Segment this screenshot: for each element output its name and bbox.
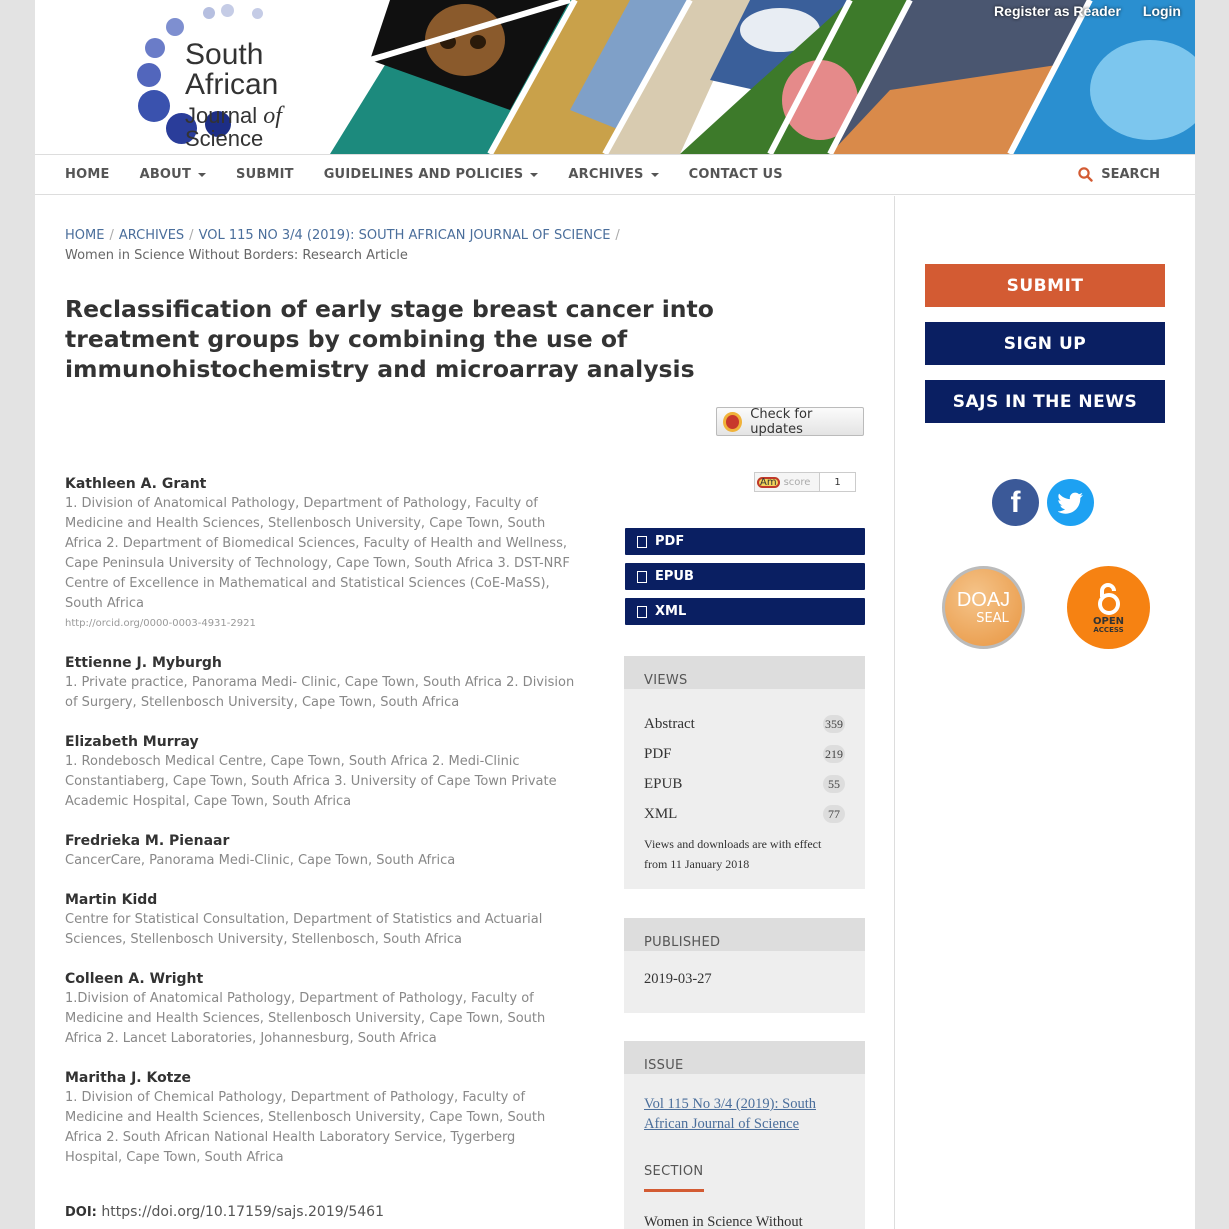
breadcrumb-separator: / xyxy=(189,228,194,243)
author-affiliation: Centre for Statistical Consultation, Department of Statistics and Actuarial Sciences, Stellenbosch University, Stellenbosch, South Africa xyxy=(65,912,543,947)
author-name: Colleen A. Wright xyxy=(65,971,204,987)
views-heading: VIEWS xyxy=(624,656,865,689)
altmetric-count: 1 xyxy=(820,472,856,492)
author-name: Fredrieka M. Pienaar xyxy=(65,833,230,849)
views-row xyxy=(624,709,865,739)
file-icon xyxy=(637,606,647,618)
twitter-icon[interactable] xyxy=(1047,479,1094,526)
login-link[interactable]: Login xyxy=(1142,3,1181,19)
sidebar-signup-button[interactable]: SIGN UP xyxy=(925,322,1165,365)
altmetric-am: Am xyxy=(757,477,780,488)
chevron-down-icon xyxy=(530,173,538,177)
logo-word-science: Science xyxy=(185,126,264,151)
altmetric-logo xyxy=(754,472,820,492)
views-row xyxy=(624,739,865,769)
crossmark-icon xyxy=(723,412,742,432)
doi-line xyxy=(65,1204,384,1220)
galley-links xyxy=(625,528,865,633)
breadcrumb-current: Women in Science Without Borders: Research Article xyxy=(65,248,408,263)
author-orcid-link[interactable]: http://orcid.org/0000-0003-4931-2921 xyxy=(65,618,256,629)
doi-link[interactable]: https://doi.org/10.17159/sajs.2019/5461 xyxy=(101,1204,384,1220)
author xyxy=(65,653,575,713)
nav-guidelines-label: GUIDELINES AND POLICIES xyxy=(323,167,524,182)
main-content xyxy=(35,196,895,1229)
site-header xyxy=(35,0,1195,154)
author xyxy=(65,732,575,812)
logo-wordmark xyxy=(185,40,345,150)
logo-word-journal: Journal xyxy=(185,103,264,128)
issue-heading: ISSUE xyxy=(624,1041,865,1074)
logo-dot xyxy=(137,63,161,87)
page-title: Reclassification of early stage breast cancer into treatment groups by combining the use of immunohistochemistry and microarray analysis xyxy=(65,295,714,383)
nav-archives[interactable] xyxy=(568,167,658,182)
pdf-label: PDF xyxy=(655,534,685,549)
author-affiliation: 1. Division of Anatomical Pathology, Department of Pathology, Faculty of Medicine and Health Sciences, Stellenbosch University, Cape Town, South Africa 2. Department of Biomedical Sciences, Faculty of Health and Wellness, Cape Peninsula University of Technology, Cape Town, South Africa 3. DST-NRF Centre of Excellence in Mathematical and Statistical Sciences (CoE-MaSS), South Africa xyxy=(65,496,570,611)
nav-about[interactable] xyxy=(140,167,206,182)
facebook-icon[interactable] xyxy=(992,479,1039,526)
author-name: Maritha J. Kotze xyxy=(65,1070,192,1086)
search-label: SEARCH xyxy=(1101,167,1160,182)
author-name: Kathleen A. Grant xyxy=(65,476,207,492)
author-affiliation: 1. Private practice, Panorama Medi- Clinic, Cape Town, South Africa 2. Division of Surgery, Stellenbosch University, Cape Town, South Africa xyxy=(65,675,575,710)
user-links xyxy=(994,3,1181,19)
nav-guidelines[interactable] xyxy=(324,167,539,182)
breadcrumb-separator: / xyxy=(615,228,620,243)
open-access-icon[interactable] xyxy=(1067,566,1150,649)
views-row xyxy=(624,769,865,799)
file-pdf-icon xyxy=(637,536,647,548)
logo-line-2 xyxy=(185,104,345,150)
nav-about-label: ABOUT xyxy=(139,167,192,182)
sidebar-submit-button[interactable]: SUBMIT xyxy=(925,264,1165,307)
views-label: Abstract xyxy=(644,715,695,732)
sidebar xyxy=(925,264,1165,438)
author-name: Ettienne J. Myburgh xyxy=(65,655,222,671)
views-row xyxy=(624,799,865,829)
views-count: 359 xyxy=(823,715,845,733)
facebook-glyph: f xyxy=(1010,485,1021,519)
seal-badges xyxy=(942,566,1150,649)
author-affiliation: 1.Division of Anatomical Pathology, Department of Pathology, Faculty of Medicine and Health Sciences, Stellenbosch University, Cape Town, South Africa 2. Lancet Laboratories, Johannesburg, South Africa xyxy=(65,991,546,1046)
author-name: Elizabeth Murray xyxy=(65,734,199,750)
open-lock-icon xyxy=(1092,582,1126,616)
doaj-seal-text: SEAL xyxy=(976,611,1009,626)
views-label: XML xyxy=(644,805,678,822)
breadcrumb-issue[interactable]: VOL 115 NO 3/4 (2019): SOUTH AFRICAN JOURNAL OF SCIENCE xyxy=(198,228,611,243)
doi-label: DOI: xyxy=(65,1205,97,1220)
author-affiliation: 1. Rondebosch Medical Centre, Cape Town, South Africa 2. Medi-Clinic Constantiaberg, Cape Town, South Africa 3. University of Cape Town Private Academic Hospital, Cape Town, South Africa xyxy=(65,754,557,809)
published-heading: PUBLISHED xyxy=(624,918,865,951)
sidebar-news-button[interactable]: SAJS IN THE NEWS xyxy=(925,380,1165,423)
logo-dot xyxy=(203,7,215,19)
journal-logo[interactable] xyxy=(85,0,345,154)
issue-panel xyxy=(624,1041,865,1229)
xml-download-button[interactable] xyxy=(625,598,865,625)
author xyxy=(65,890,575,950)
author-list xyxy=(65,474,575,1187)
page xyxy=(35,0,1195,1229)
views-count: 77 xyxy=(823,805,845,823)
views-count: 219 xyxy=(823,745,845,763)
section-heading: SECTION xyxy=(644,1164,704,1179)
register-link[interactable]: Register as Reader xyxy=(994,3,1121,19)
doaj-seal-icon[interactable] xyxy=(942,566,1025,649)
check-updates-label: Check for updates xyxy=(750,406,813,437)
nav-home[interactable] xyxy=(65,167,110,182)
views-count: 55 xyxy=(823,775,845,793)
logo-dot xyxy=(166,18,184,36)
nav-submit[interactable] xyxy=(236,167,294,182)
chevron-down-icon xyxy=(651,173,659,177)
file-icon xyxy=(637,571,647,583)
views-label: EPUB xyxy=(644,775,683,792)
epub-download-button[interactable] xyxy=(625,563,865,590)
breadcrumb xyxy=(65,226,645,266)
nav-archives-label: ARCHIVES xyxy=(568,167,644,182)
xml-label: XML xyxy=(655,604,687,619)
logo-dot xyxy=(138,90,170,122)
breadcrumb-home[interactable]: HOME xyxy=(65,228,105,243)
logo-dot xyxy=(252,8,263,19)
epub-label: EPUB xyxy=(655,569,694,584)
published-panel xyxy=(624,918,865,1013)
author xyxy=(65,969,575,1049)
search-link[interactable] xyxy=(1078,167,1160,182)
nav-contact-label: CONTACT US xyxy=(688,167,783,182)
twitter-bird-icon xyxy=(1058,492,1084,514)
breadcrumb-archives[interactable]: ARCHIVES xyxy=(118,228,185,243)
author xyxy=(65,831,575,871)
chevron-down-icon xyxy=(198,173,206,177)
open-access-text: OPEN xyxy=(1092,615,1125,627)
header-banner xyxy=(330,0,1195,154)
author xyxy=(65,1068,575,1168)
logo-line-1: South African xyxy=(185,38,279,101)
breadcrumb-separator: / xyxy=(109,228,114,243)
published-date: 2019-03-27 xyxy=(644,971,712,987)
issue-link[interactable]: Vol 115 No 3/4 (2019): South African Journal of Science xyxy=(644,1096,816,1132)
author-name: Martin Kidd xyxy=(65,892,158,908)
logo-dot xyxy=(221,4,234,17)
altmetric-score-label: score xyxy=(783,476,811,488)
views-panel xyxy=(624,656,865,889)
logo-word-of: of xyxy=(263,103,282,129)
social-links xyxy=(992,479,1094,526)
nav-submit-label: SUBMIT xyxy=(236,167,294,182)
nav-home-label: HOME xyxy=(65,167,110,182)
section-value: Women in Science Without xyxy=(644,1214,803,1229)
skull-eye xyxy=(470,35,486,49)
logo-dot xyxy=(145,38,165,58)
banner-collage xyxy=(330,0,1195,154)
search-icon xyxy=(1078,167,1093,182)
views-label: PDF xyxy=(644,745,672,762)
pdf-download-button[interactable] xyxy=(625,528,865,555)
doaj-text: DOAJ xyxy=(956,589,1011,611)
nav-contact[interactable] xyxy=(689,167,783,182)
access-text: ACCESS xyxy=(1093,625,1124,634)
author xyxy=(65,474,575,634)
author-affiliation: CancerCare, Panorama Medi-Clinic, Cape Town, South Africa xyxy=(65,853,456,868)
altmetric-badge[interactable] xyxy=(754,472,856,492)
check-updates-button[interactable] xyxy=(716,407,864,436)
views-note: Views and downloads are with effect from 11 January 2018 xyxy=(644,837,822,871)
author-affiliation: 1. Division of Chemical Pathology, Department of Pathology, Faculty of Medicine and Health Sciences, Stellenbosch University, Cape Town, South Africa 2. South African National Health Laboratory Service, Tygerberg Hospital, Cape Town, South Africa xyxy=(65,1090,546,1165)
main-nav xyxy=(35,154,1195,195)
